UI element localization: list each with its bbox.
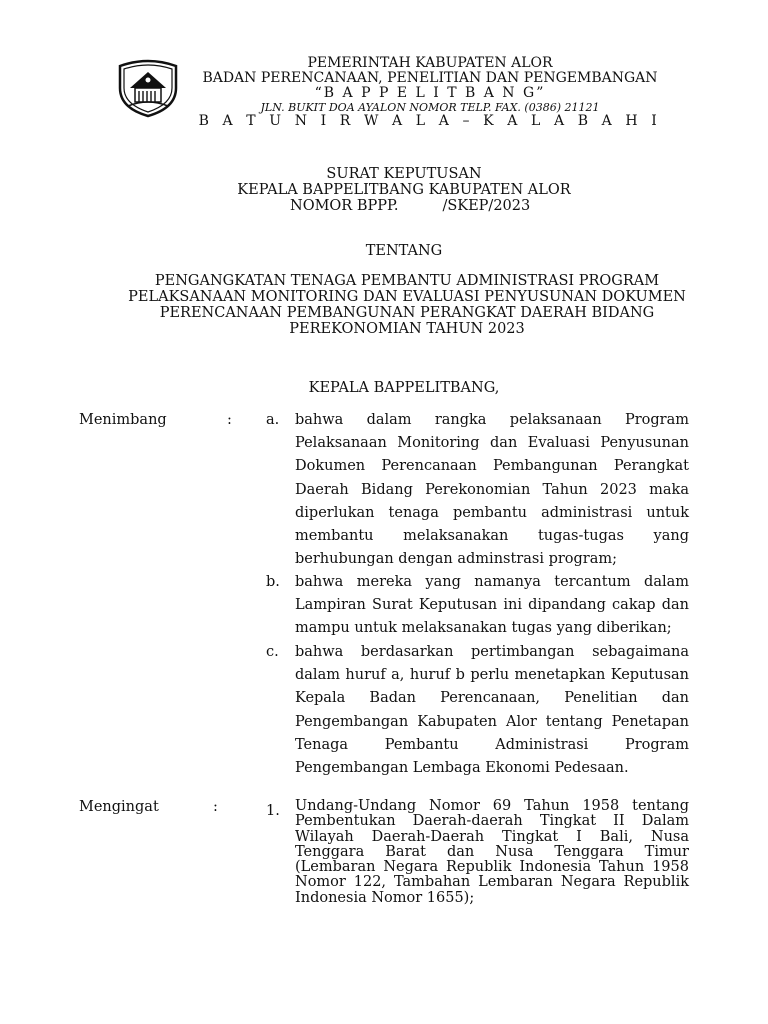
letterhead-address: JLN. BUKIT DOA AYALON NOMOR TELP. FAX. (0386) 21121 (260, 101, 600, 114)
subject-line: PERENCANAAN PEMBANGUNAN PERANGKAT DAERAH BIDANG (159, 305, 655, 321)
official-heading: KEPALA BAPPELITBANG, (308, 380, 500, 396)
letterhead-government: PEMERINTAH KABUPATEN ALOR (307, 55, 553, 71)
letterhead-city: B A T U N I R W A L A – K A L A B A H I (198, 113, 662, 129)
letterhead-agency: BADAN PERENCANAAN, PENELITIAN DAN PENGEMBANGAN (202, 70, 658, 86)
consideration-a: bahwa dalam rangka pelaksanaan Program Pelaksanaan Monitoring dan Evaluasi Penyusunan Dokumen Perencanaan Pembangunan Perangkat Daerah Bidang Perekonomian Tahun 2023 maka diperlukan tenaga pembantu administrasi untuk membantu melaksanakan tugas-tugas yang berhubungan dengan adminstrasi program; (295, 412, 689, 568)
mengingat-colon: : (213, 799, 218, 815)
subject-line: PENGANGKATAN TENAGA PEMBANTU ADMINISTRASI PROGRAM (154, 273, 660, 289)
menimbang-colon: : (227, 412, 232, 428)
legal-basis-1: Undang-Undang Nomor 69 Tahun 1958 tentang Pembentukan Daerah-daerah Tingkat II Dalam Wilayah Daerah-Daerah Tingkat I Bali, Nusa Tenggara Barat dan Nusa Tenggara Timur (Lembaran Negara Republik Indonesia Tahun 1958 Nomor 122, Tambahan Lembaran Negara Republik Indonesia Nomor 1655); (295, 798, 689, 906)
decree-number-prefix: NOMOR BPPP. (290, 198, 399, 214)
item-marker: b. (266, 574, 280, 590)
letterhead-divider (210, 131, 665, 132)
menimbang-label: Menimbang (79, 412, 167, 428)
item-marker: a. (266, 412, 280, 428)
decree-title: SURAT KEPUTUSAN (326, 166, 482, 182)
item-marker: 1. (266, 803, 280, 819)
decree-subject (120, 273, 694, 337)
decree-issuer: KEPALA BAPPELITBANG KABUPATEN ALOR (237, 182, 571, 198)
consideration-b: bahwa mereka yang namanya tercantum dalam Lampiran Surat Keputusan ini dipandang cakap dan mampu untuk melaksanakan tugas yang diberikan; (295, 574, 689, 637)
decree-number (290, 198, 530, 214)
decree-number-suffix: /SKEP/2023 (442, 198, 531, 214)
consideration-c: bahwa berdasarkan pertimbangan sebagaimana dalam huruf a, huruf b perlu menetapkan Keputusan Kepala Badan Perencanaan, Penelitian dan Pengembangan Kabupaten Alor tentang Penetapan Tenaga Pembantu Administrasi Program Pengembangan Lembaga Ekonomi Pedesaan. (295, 644, 689, 777)
letterhead-acronym: “B A P P E L I T B A N G” (314, 85, 546, 101)
subject-line: PEREKONOMIAN TAHUN 2023 (289, 321, 525, 337)
tentang-heading: TENTANG (365, 243, 443, 259)
mengingat-label: Mengingat (79, 799, 159, 815)
item-marker: c. (266, 644, 279, 660)
subject-line: PELAKSANAAN MONITORING DAN EVALUASI PENYUSUNAN DOKUMEN (128, 289, 686, 305)
